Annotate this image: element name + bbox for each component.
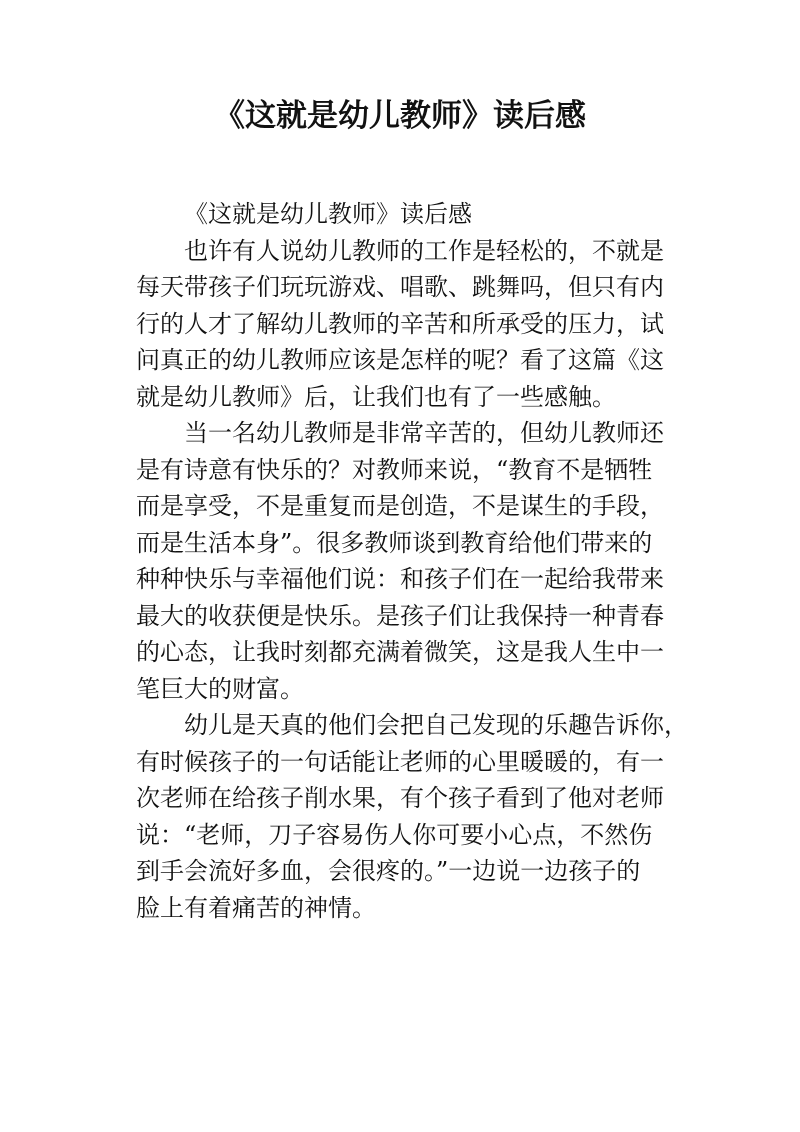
paragraph-2	[136, 415, 666, 707]
paragraph-1	[136, 233, 666, 416]
paragraph-line: 笔巨大的财富。	[136, 674, 304, 703]
paragraph-line: 脸上有着痛苦的神情。	[136, 893, 376, 922]
paragraph-line: 当一名幼儿教师是非常辛苦的，但幼儿教师还	[184, 419, 664, 447]
paragraph-line: 幼儿是天真的他们会把自己发现的乐趣告诉你，	[184, 711, 688, 739]
document-title: 《这就是幼儿教师》读后感	[214, 98, 586, 134]
paragraph-line: 行的人才了解幼儿教师的辛苦和所承受的压力，试	[136, 309, 664, 338]
document-body	[136, 196, 688, 926]
paragraph-line: 到手会流好多血，会很疼的。”一边说一边孩子的	[136, 857, 641, 885]
paragraph-line: 种种快乐与幸福他们说：和孩子们在一起给我带来	[136, 565, 664, 593]
paragraph-line: 说：“老师，刀子容易伤人你可要小心点，不然伤	[136, 820, 653, 849]
paragraph-line: 而是享受，不是重复而是创造，不是谋生的手段，	[136, 492, 664, 520]
paragraph-3	[136, 707, 688, 926]
paragraph-line: 而是生活本身”。很多教师谈到教育给他们带来的	[136, 528, 653, 557]
paragraph-line: 的心态，让我时刻都充满着微笑，这是我人生中一	[136, 638, 664, 666]
paragraph-line: 是有诗意有快乐的？对教师来说，“教育不是牺牲	[136, 455, 653, 484]
paragraph-line: 每天带孩子们玩玩游戏、唱歌、跳舞吗，但只有内	[136, 273, 664, 301]
paragraph-line: 问真正的幼儿教师应该是怎样的呢？看了这篇《这	[136, 346, 664, 374]
paragraph-line: 次老师在给孩子削水果，有个孩子看到了他对老师	[136, 784, 664, 812]
paragraph-line: 也许有人说幼儿教师的工作是轻松的，不就是	[184, 236, 664, 265]
paragraph-line: 最大的收获便是快乐。是孩子们让我保持一种青春	[136, 601, 664, 630]
paragraph-line: 有时候孩子的一句话能让老师的心里暖暖的，有一	[136, 747, 664, 776]
document-subtitle: 《这就是幼儿教师》读后感	[184, 200, 472, 228]
paragraph-line: 就是幼儿教师》后，让我们也有了一些感触。	[136, 382, 616, 411]
